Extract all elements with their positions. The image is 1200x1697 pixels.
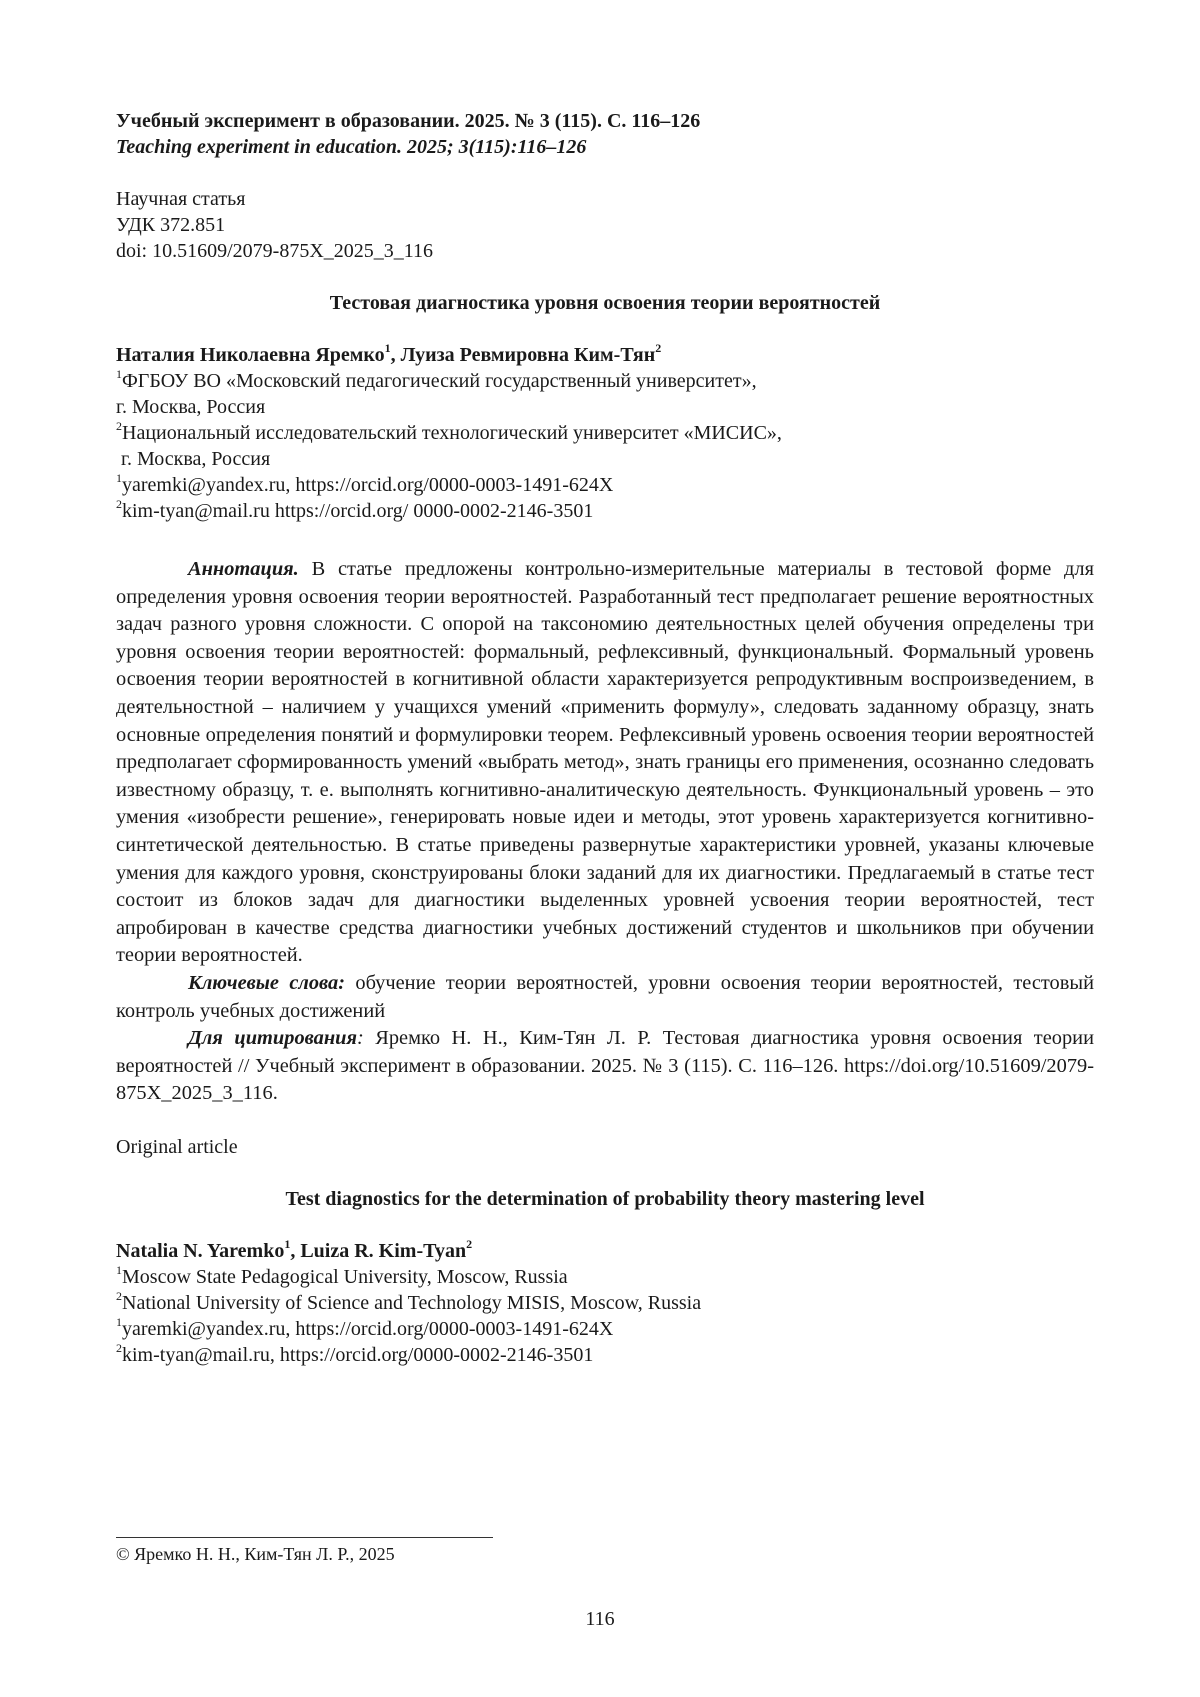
affiliation-marker: 1 xyxy=(284,1237,291,1252)
article-page xyxy=(116,108,1094,1368)
author-name: Наталия Николаевна Яремко xyxy=(116,344,385,366)
affiliation-line xyxy=(116,1290,1094,1316)
affiliation-line xyxy=(116,1264,1094,1290)
affiliation-line xyxy=(116,446,1094,472)
affiliation-marker: 1 xyxy=(116,1263,122,1278)
affiliation-marker: 2 xyxy=(116,419,122,434)
copyright-notice: © Яремко Н. Н., Ким-Тян Л. Р., 2025 xyxy=(116,1544,395,1564)
affiliations-ru xyxy=(116,368,1094,524)
affiliation-marker: 2 xyxy=(116,1289,122,1304)
article-title-en: Test diagnostics for the determination of probability theory mastering level xyxy=(285,1187,925,1210)
author-name: Луиза Ревмировна Ким-Тян xyxy=(400,344,656,366)
citation-ru xyxy=(116,1025,1094,1108)
authors-en xyxy=(116,1238,1094,1264)
journal-citation-ru: Учебный эксперимент в образовании. 2025. № 3 (115). С. 116–126 xyxy=(116,110,701,132)
affiliation-marker: 2 xyxy=(655,341,662,356)
affiliation-line xyxy=(116,394,1094,420)
affiliation-text: ФГБОУ ВО «Московский педагогический государственный университет», xyxy=(122,370,757,392)
author-name: Luiza R. Kim-Tyan xyxy=(300,1239,467,1262)
contact-line xyxy=(116,1316,1094,1342)
abstract-ru xyxy=(116,556,1094,970)
contact-text: kim-tyan@mail.ru https://orcid.org/ 0000-0002-2146-3501 xyxy=(122,500,594,522)
contact-text: yaremki@yandex.ru, https://orcid.org/0000-0003-1491-624X xyxy=(122,474,614,496)
contact-line xyxy=(116,472,1094,498)
article-title-ru: Тестовая диагностика уровня освоения теории вероятностей xyxy=(329,292,881,314)
authors-ru xyxy=(116,342,1094,368)
affiliation-text: Национальный исследовательский технологический университет «МИСИС», xyxy=(122,422,782,444)
citation-colon: : xyxy=(356,1027,364,1050)
affiliation-text: Moscow State Pedagogical University, Moscow, Russia xyxy=(122,1265,568,1288)
affiliation-marker: 2 xyxy=(116,1341,122,1356)
affiliation-line xyxy=(116,420,1094,446)
affiliation-marker: 1 xyxy=(384,341,391,356)
journal-citation-en: Teaching experiment in education. 2025; 3(115):116–126 xyxy=(116,136,587,158)
affiliation-text: г. Москва, Россия xyxy=(116,396,266,418)
contact-line xyxy=(116,498,1094,524)
affiliation-marker: 2 xyxy=(116,497,122,512)
abstract-label: Аннотация. xyxy=(188,558,299,580)
affiliation-text: г. Москва, Россия xyxy=(116,448,271,470)
affiliation-marker: 2 xyxy=(466,1237,473,1252)
doi: doi: 10.51609/2079-875X_2025_3_116 xyxy=(116,240,434,262)
article-type-en: Original article xyxy=(116,1135,238,1158)
article-type-ru: Научная статья xyxy=(116,188,246,210)
affiliation-marker: 1 xyxy=(116,1315,122,1330)
affiliation-marker: 1 xyxy=(116,367,122,382)
keywords-text: обучение теории вероятностей, уровни освоения теории вероятностей, тестовый контроль учебных достижений xyxy=(116,971,1094,1022)
author-separator: , xyxy=(390,344,401,366)
contact-text: yaremki@yandex.ru, https://orcid.org/0000-0003-1491-624X xyxy=(122,1317,614,1340)
affiliation-line xyxy=(116,368,1094,394)
author-name: Natalia N. Yaremko xyxy=(116,1239,285,1262)
contact-text: kim-tyan@mail.ru, https://orcid.org/0000-0002-2146-3501 xyxy=(122,1343,594,1366)
affiliations-en xyxy=(116,1264,1094,1368)
page-number: 116 xyxy=(585,1608,615,1630)
contact-line xyxy=(116,1342,1094,1368)
abstract-text: В статье предложены контрольно-измерительные материалы в тестовой форме для определения уровня освоения теории вероятностей. Разработанный тест предполагает решение вероятностных задач разного уровня сложности. С опорой на таксономию деятельностных целей обучения определены три уровня освоения теории вероятностей: формальный, рефлексивный, функциональный. Формальный уровень освоения теории вероятностей в когнитивной области характеризуется репродуктивным воспроизведением, в деятельностной – наличием у учащихся умений «применить формулу», следовать заданному образцу, знать основные определения понятий и формулировки теорем. Рефлексивный уровень освоения теории вероятностей предполагает сформированность умений «выбрать метод», знать границы его применения, осознанно следовать известному образцу, т. е. выполнять когнитивно-аналитическую деятельность. Функциональный уровень – это умения «изобрести решение», генерировать новые идеи и методы, этот уровень характеризуется когнитивно-синтетической деятельностью. В статье приведены развернутые характеристики уровней, указаны ключевые умения для каждого уровня, сконструированы блоки заданий для их диагностики. Предлагаемый в статье тест состоит из блоков задач для диагностики выделенных уровней усвоения теории вероятностей, тест апробирован в качестве средства диагностики учебных достижений студентов и школьников при обучении теории вероятностей. xyxy=(116,558,1094,967)
keywords-ru xyxy=(116,970,1094,1025)
affiliation-text: National University of Science and Technology MISIS, Moscow, Russia xyxy=(122,1291,702,1314)
keywords-label: Ключевые слова: xyxy=(188,971,346,994)
citation-label: Для цитирования xyxy=(188,1027,357,1050)
footnote-divider xyxy=(116,1537,493,1538)
udc-code: УДК 372.851 xyxy=(116,214,226,236)
author-separator: , xyxy=(290,1239,301,1262)
citation-text: Яремко Н. Н., Ким-Тян Л. Р. Тестовая диагностика уровня освоения теории вероятностей // Учебный эксперимент в образовании. 2025. № 3 (115). С. 116–126. https://doi.org/10.51609/2079-875X_2025_3_116. xyxy=(116,1027,1094,1105)
affiliation-marker: 1 xyxy=(116,471,122,486)
